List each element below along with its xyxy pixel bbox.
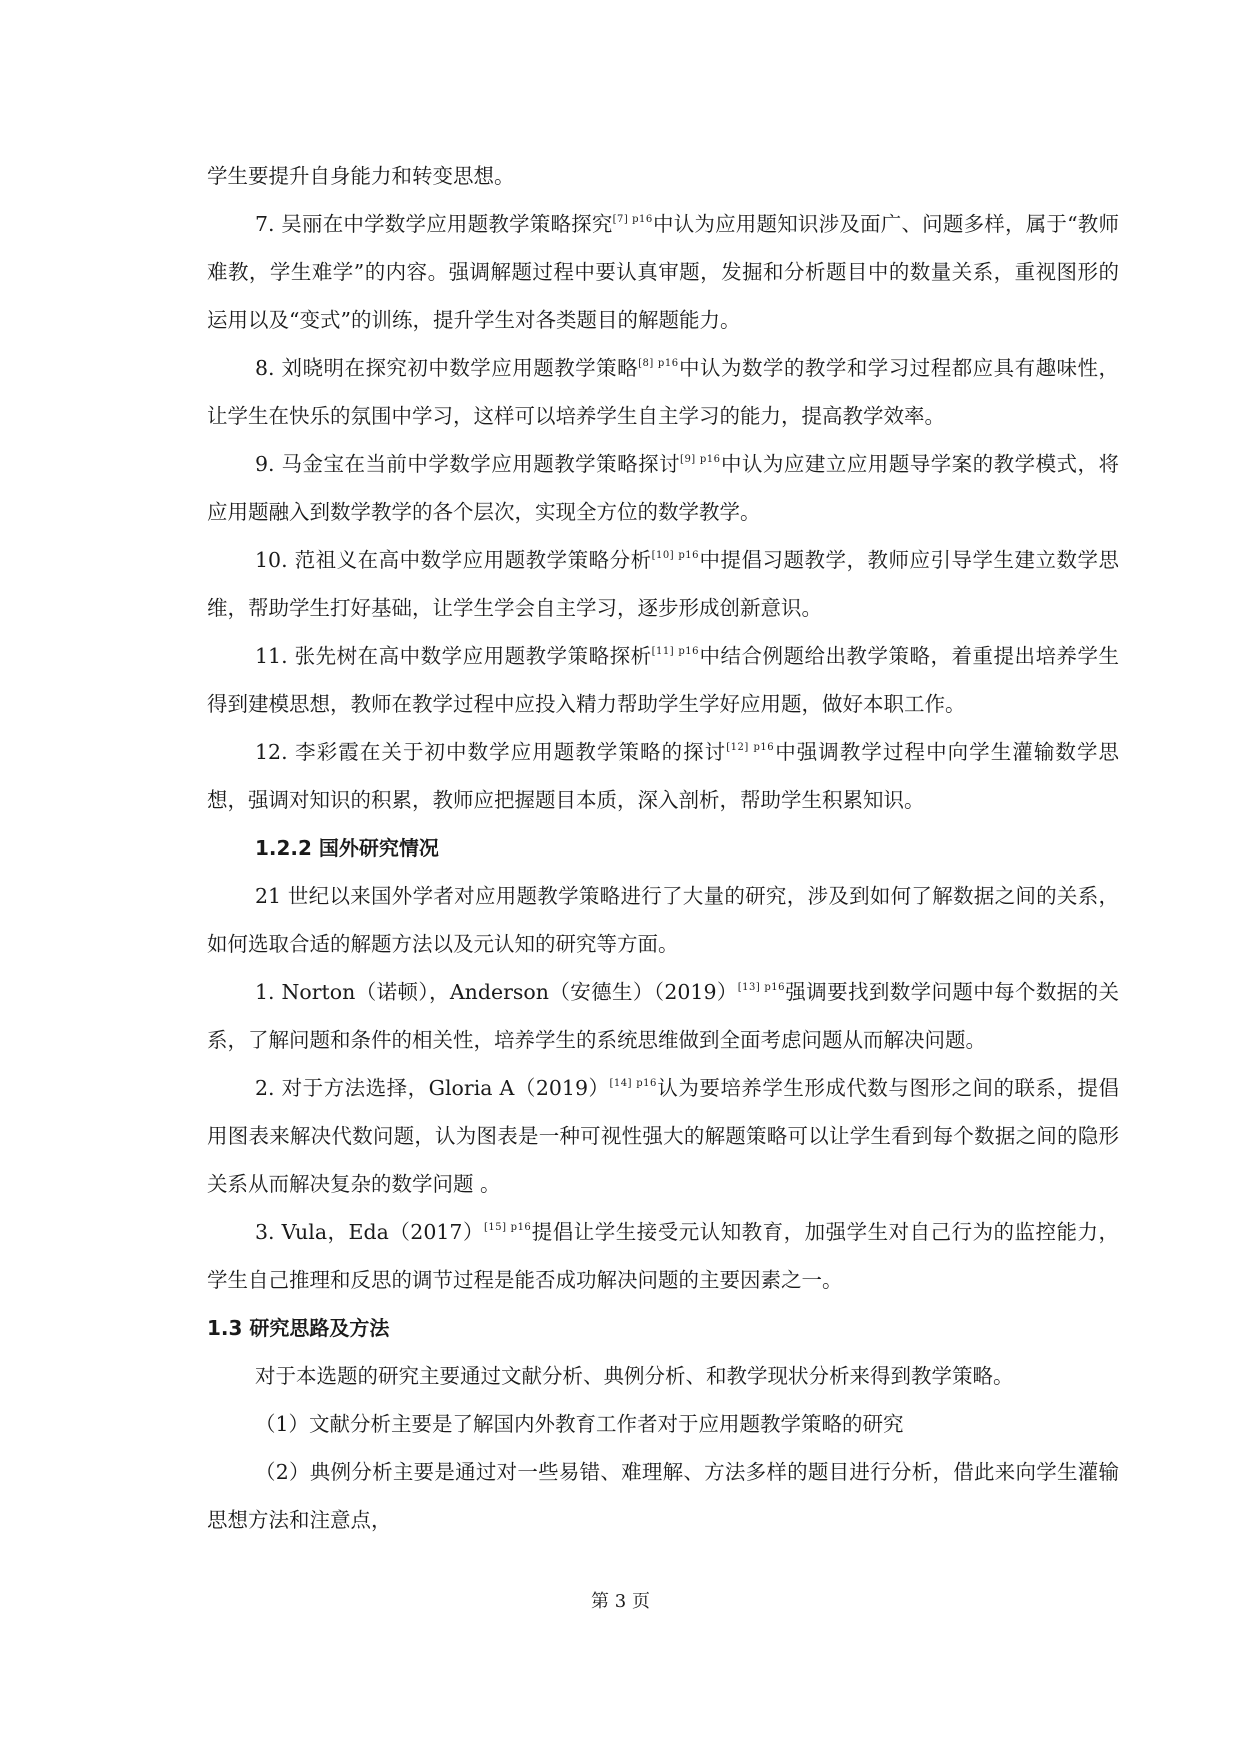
paragraph-foreign-1: 1. Norton（诺顿），Anderson（安德生）（2019）$^{[13] p16}$强调要找到数学问题中每个数据的关系，了解问题和条件的相关性，培养学生的系统思维做到全面考虑问题从而解决问题。 [207,980,1120,1052]
section-heading-1-2-2: 1.2.2 国外研究情况 [255,836,439,860]
citation: [14] p16 [609,1078,657,1089]
section-heading-1-3: 1.3 研究思路及方法 [207,1316,390,1340]
page-content [207,152,1119,1544]
paragraph-item-7: 7. 吴丽在中学数学应用题教学策略探究$^{[7] p16}$中认为应用题知识涉及面广、问题多样，属于“教师难教，学生难学”的内容。强调解题过程中要认真审题，发掘和分析题目中的数量关系，重视图形的运用以及“变式”的训练，提升学生对各类题目的解题能力。 [207,212,1120,332]
paragraph-continuation: 学生要提升自身能力和转变思想。 [207,164,515,188]
paragraph-item-9: 9. 马金宝在当前中学数学应用题教学策略探讨$^{[9] p16}$中认为应建立应用题导学案的教学模式，将应用题融入到数学教学的各个层次，实现全方位的数学教学。 [207,452,1119,524]
citation: [10] p16 [651,550,699,561]
citation: [11] p16 [651,646,699,657]
citation: [7] p16 [612,214,653,225]
citation: [13] p16 [737,982,785,993]
paragraph-item-12: 12. 李彩霞在关于初中数学应用题教学策略的探讨$^{[12] p16}$中强调教学过程中向学生灌输数学思想，强调对知识的积累，教师应把握题目本质，深入剖析，帮助学生积累知识。 [207,740,1119,812]
citation: [12] p16 [726,742,775,753]
paragraph-method-intro: 对于本选题的研究主要通过文献分析、典例分析、和教学现状分析来得到教学策略。 [255,1364,1014,1388]
paragraph-method-1: （1）文献分析主要是了解国内外教育工作者对于应用题教学策略的研究 [255,1412,904,1436]
citation: [9] p16 [680,454,721,465]
paragraph-foreign-3: 3. Vula，Eda（2017）$^{[15] p16}$提倡让学生接受元认知教育，加强学生对自己行为的监控能力，学生自己推理和反思的调节过程是能否成功解决问题的主要因素之一。 [207,1220,1120,1292]
paragraph-item-11: 11. 张先树在高中数学应用题教学策略探析$^{[11] p16}$中结合例题给出教学策略，着重提出培养学生得到建模思想，教师在教学过程中应投入精力帮助学生学好应用题，做好本职工作。 [207,644,1119,716]
paragraph-method-2: （2）典例分析主要是通过对一些易错、难理解、方法多样的题目进行分析，借此来向学生灌输思想方法和注意点， [207,1460,1119,1532]
citation: [8] p16 [638,358,679,369]
paragraph-item-10: 10. 范祖义在高中数学应用题教学策略分析$^{[10] p16}$中提倡习题教学，教师应引导学生建立数学思维，帮助学生打好基础，让学生学会自主学习，逐步形成创新意识。 [207,548,1119,620]
paragraph-intro-foreign: 21 世纪以来国外学者对应用题教学策略进行了大量的研究，涉及到如何了解数据之间的关系，如何选取合适的解题方法以及元认知的研究等方面。 [207,884,1119,956]
citation: [15] p16 [483,1222,532,1233]
paragraph-foreign-2: 2. 对于方法选择，Gloria A（2019）$^{[14] p16}$认为要培养学生形成代数与图形之间的联系，提倡用图表来解决代数问题，认为图表是一种可视性强大的解题策略可以让学生看到每个数据之间的隐形关系从而解决复杂的数学问题 。 [207,1076,1120,1196]
paragraph-item-8: 8. 刘晓明在探究初中数学应用题教学策略$^{[8] p16}$中认为数学的教学和学习过程都应具有趣味性，让学生在快乐的氛围中学习，这样可以培养学生自主学习的能力，提高教学效率。 [207,356,1120,428]
page-number: 第 3 页 [591,1591,650,1612]
